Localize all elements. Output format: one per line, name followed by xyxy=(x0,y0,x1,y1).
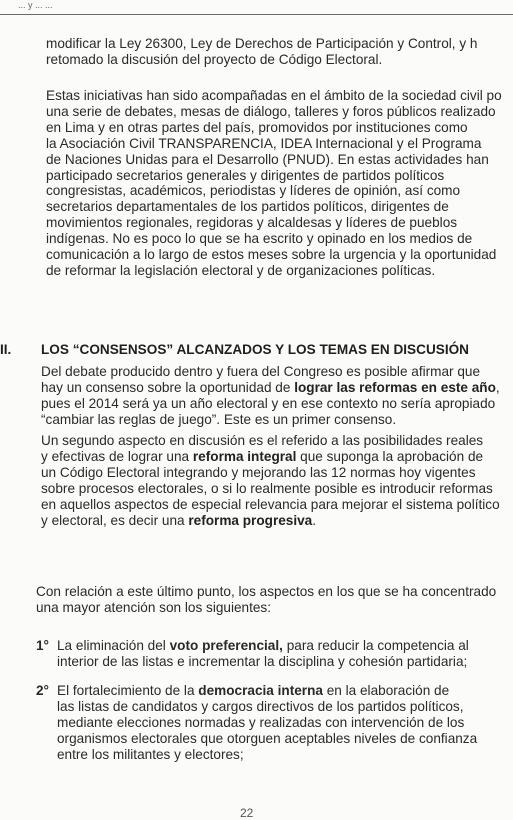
paragraph-line: retomado la discusión del proyecto de Código Electoral. xyxy=(46,51,383,67)
paragraph-5 xyxy=(36,584,496,616)
list-item xyxy=(57,683,477,763)
text-span: y electoral, es decir una xyxy=(41,512,189,528)
section-heading: LOS “CONSENSOS” ALCANZADOS Y LOS TEMAS EN DISCUSIÓN xyxy=(41,342,469,357)
item-line: interior de las listas e incrementar la disciplina y cohesión partidaria; xyxy=(57,653,468,669)
paragraph-line: Con relación a este último punto, los aspectos en los que se ha concentrado xyxy=(36,584,497,599)
paragraph-line: Estas iniciativas han sido acompañadas en el ámbito de la sociedad civil po xyxy=(46,88,502,103)
text-span: . xyxy=(312,512,317,528)
paragraph-2 xyxy=(46,88,502,279)
paragraph-line xyxy=(41,513,500,529)
item-line: entre los militantes y electores; xyxy=(57,746,244,762)
list-item xyxy=(57,638,469,670)
paragraph-1 xyxy=(46,36,477,68)
paragraph-line: secretarios departamentales de los partidos políticos, dirigentes de xyxy=(46,199,449,215)
item-line xyxy=(57,638,469,654)
text-span: y efectivas de lograr una xyxy=(41,448,193,464)
text-span: para reducir la competencia al xyxy=(282,638,469,653)
paragraph-line: la Asociación Civil TRANSPARENCIA, IDEA Internacional y el Programa xyxy=(46,135,482,151)
item-line: mediante elecciones normadas y realizadas con intervención de los xyxy=(57,714,465,730)
text-span: El fortalecimiento de la xyxy=(57,683,199,698)
list-item-number: 2° xyxy=(36,683,49,698)
paragraph-line xyxy=(41,449,500,465)
paragraph-4 xyxy=(41,433,500,528)
emphasis-text: reforma progresiva xyxy=(188,512,313,528)
text-span: , xyxy=(495,379,500,395)
page-number: 22 xyxy=(240,806,254,820)
section-number: II. xyxy=(0,342,12,357)
running-head: ... y ... ... xyxy=(18,0,53,10)
text-span: La eliminación del xyxy=(57,638,170,653)
emphasis-text: voto preferencial, xyxy=(169,638,283,653)
item-line: organismos electorales que otorguen aceptables niveles de confianza xyxy=(57,730,478,746)
paragraph-line: movimientos regionales, regidoras y alcaldesas y líderes de pueblos xyxy=(46,215,458,231)
paragraph-line xyxy=(41,380,500,396)
paragraph-line: una serie de debates, mesas de diálogo, talleres y foros públicos realizado xyxy=(46,103,496,119)
paragraph-line: pues el 2014 será ya un año electoral y en ese contexto no sería apropiado xyxy=(41,395,496,411)
item-line xyxy=(57,683,477,699)
paragraph-line: de Naciones Unidas para el Desarrollo (PNUD). En estas actividades han xyxy=(46,151,489,167)
paragraph-line: un Código Electoral integrando y mejorando las 12 normas hoy vigentes xyxy=(41,464,476,480)
emphasis-text: reforma integral xyxy=(192,448,297,464)
text-span: que suponga la aprobación de xyxy=(296,448,484,464)
paragraph-line: indígenas. No es poco lo que se ha escrito y opinado en los medios de xyxy=(46,231,473,247)
paragraph-line: modificar la Ley 26300, Ley de Derechos de Participación y Control, y h xyxy=(46,36,478,51)
paragraph-line: sobre procesos electorales, o si lo realmente posible es introducir reformas xyxy=(41,480,493,496)
paragraph-line: en aquellos aspectos de especial relevancia para mejorar el sistema político xyxy=(41,496,500,512)
paragraph-line: participado secretarios generales y dirigentes de partidos políticos xyxy=(46,167,445,183)
paragraph-line: Del debate producido dentro y fuera del Congreso es posible afirmar que xyxy=(41,364,481,379)
paragraph-line: Un segundo aspecto en discusión es el referido a las posibilidades reales xyxy=(41,433,484,448)
emphasis-text: democracia interna xyxy=(198,683,323,698)
paragraph-line: una mayor atención son los siguientes: xyxy=(36,599,272,615)
paragraph-3 xyxy=(41,364,500,428)
text-span: hay un consenso sobre la oportunidad de xyxy=(41,379,295,395)
item-line: las listas de candidatos y cargos directivos de los partidos políticos, xyxy=(57,698,464,714)
paragraph-line: en Lima y en otras partes del país, promovidos por instituciones como xyxy=(46,119,468,135)
paragraph-line: “cambiar las reglas de juego”. Este es un primer consenso. xyxy=(41,411,397,427)
paragraph-line: congresistas, académicos, periodistas y líderes de opinión, así como xyxy=(46,183,461,199)
text-span: en la elaboración de xyxy=(322,683,450,698)
emphasis-text: lograr las reformas en este año xyxy=(294,379,496,395)
paragraph-line: comunicación a lo largo de estos meses sobre la urgencia y la oportunidad xyxy=(46,247,497,263)
header-rule xyxy=(0,14,513,15)
paragraph-line: de reformar la legislación electoral y de organizaciones políticas. xyxy=(46,262,436,278)
list-item-number: 1° xyxy=(36,638,49,653)
